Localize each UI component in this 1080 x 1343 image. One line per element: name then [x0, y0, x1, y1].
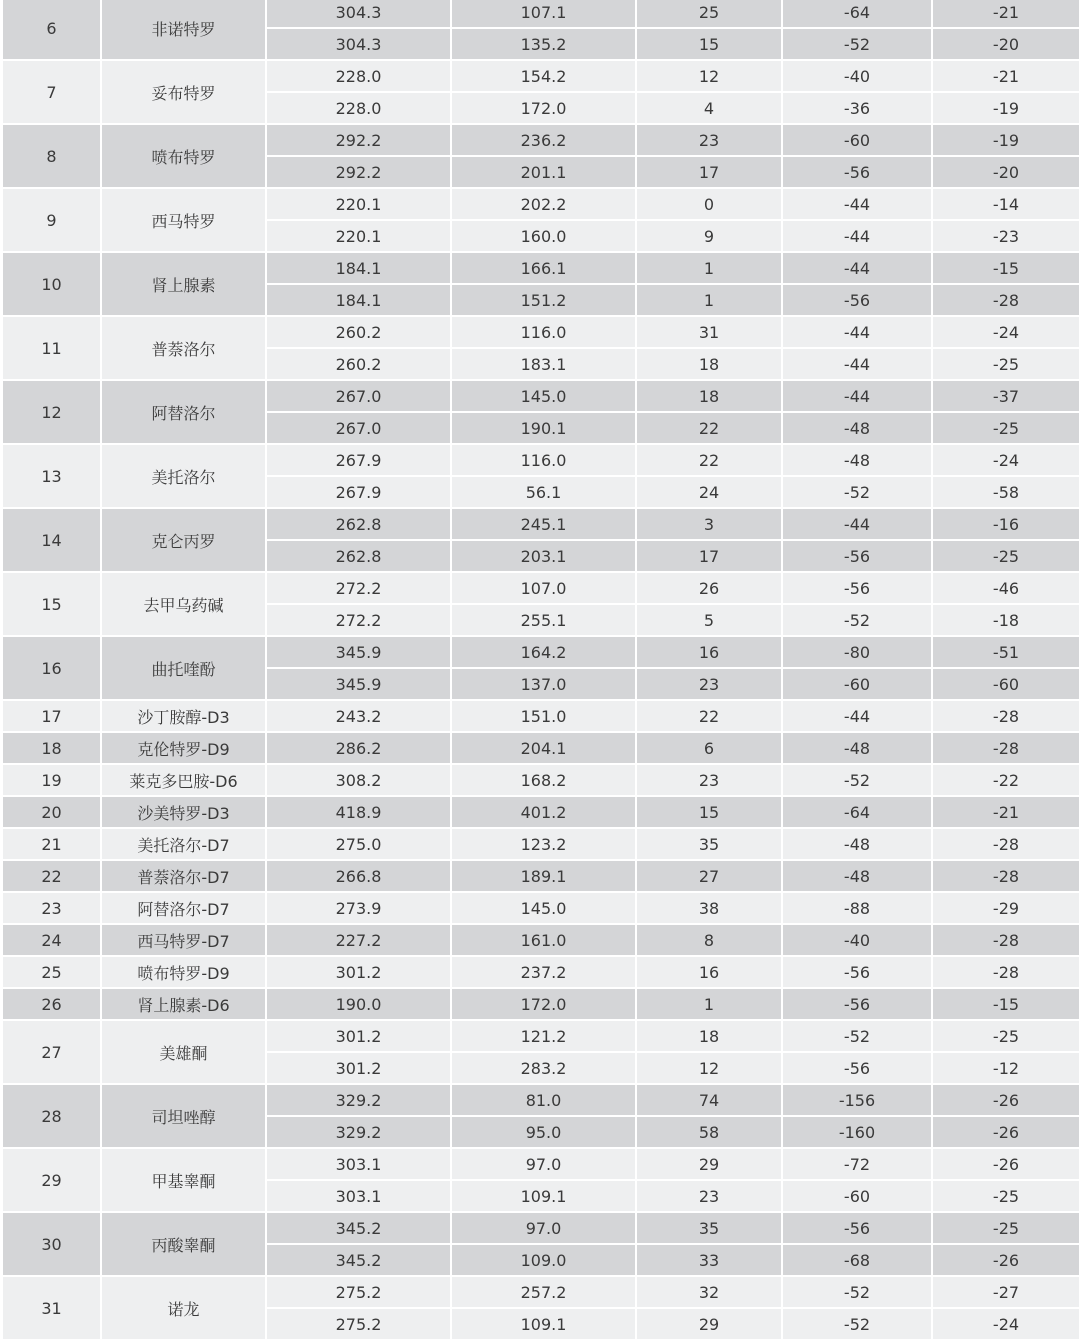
exit-potential-cell: -28 — [933, 285, 1079, 317]
compound-number-cell: 15 — [3, 573, 102, 637]
exit-potential-cell: -24 — [933, 445, 1079, 477]
compound-name-cell: 妥布特罗 — [102, 61, 267, 125]
collision-energy-cell: 0 — [637, 189, 783, 221]
exit-potential-cell: -28 — [933, 861, 1079, 893]
collision-energy-cell: 5 — [637, 605, 783, 637]
table-row — [3, 317, 1079, 349]
compound-name-cell: 诺龙 — [102, 1277, 267, 1341]
table-row — [3, 1213, 1079, 1245]
collision-energy-cell: 29 — [637, 1309, 783, 1341]
precursor-ion-cell: 304.3 — [267, 0, 452, 29]
collision-energy-cell: 22 — [637, 413, 783, 445]
exit-potential-cell: -29 — [933, 893, 1079, 925]
exit-potential-cell: -60 — [933, 669, 1079, 701]
compound-number-cell: 30 — [3, 1213, 102, 1277]
exit-potential-cell: -46 — [933, 573, 1079, 605]
collision-energy-cell: 38 — [637, 893, 783, 925]
precursor-ion-cell: 292.2 — [267, 157, 452, 189]
precursor-ion-cell: 329.2 — [267, 1117, 452, 1149]
product-ion-cell: 245.1 — [452, 509, 637, 541]
precursor-ion-cell: 418.9 — [267, 797, 452, 829]
table-row — [3, 861, 1079, 893]
collision-energy-cell: 24 — [637, 477, 783, 509]
precursor-ion-cell: 262.8 — [267, 509, 452, 541]
precursor-ion-cell: 260.2 — [267, 349, 452, 381]
precursor-ion-cell: 190.0 — [267, 989, 452, 1021]
collision-energy-cell: 1 — [637, 989, 783, 1021]
collision-energy-cell: 25 — [637, 0, 783, 29]
collision-energy-cell: 15 — [637, 29, 783, 61]
compound-number-cell: 20 — [3, 797, 102, 829]
collision-energy-cell: 33 — [637, 1245, 783, 1277]
collision-energy-cell: 23 — [637, 765, 783, 797]
precursor-ion-cell: 303.1 — [267, 1181, 452, 1213]
table-row — [3, 733, 1079, 765]
declustering-potential-cell: -52 — [783, 1021, 933, 1053]
product-ion-cell: 204.1 — [452, 733, 637, 765]
exit-potential-cell: -25 — [933, 541, 1079, 573]
precursor-ion-cell: 301.2 — [267, 957, 452, 989]
collision-energy-cell: 1 — [637, 285, 783, 317]
compound-name-cell: 阿替洛尔 — [102, 381, 267, 445]
table-row — [3, 925, 1079, 957]
precursor-ion-cell: 220.1 — [267, 189, 452, 221]
precursor-ion-cell: 301.2 — [267, 1021, 452, 1053]
compound-name-cell: 西马特罗-D7 — [102, 925, 267, 957]
precursor-ion-cell: 266.8 — [267, 861, 452, 893]
declustering-potential-cell: -156 — [783, 1085, 933, 1117]
product-ion-cell: 109.1 — [452, 1309, 637, 1341]
product-ion-cell: 109.0 — [452, 1245, 637, 1277]
compound-number-cell: 16 — [3, 637, 102, 701]
exit-potential-cell: -19 — [933, 93, 1079, 125]
exit-potential-cell: -26 — [933, 1245, 1079, 1277]
precursor-ion-cell: 272.2 — [267, 605, 452, 637]
table-row — [3, 1085, 1079, 1117]
precursor-ion-cell: 345.2 — [267, 1213, 452, 1245]
collision-energy-cell: 17 — [637, 541, 783, 573]
exit-potential-cell: -25 — [933, 1213, 1079, 1245]
product-ion-cell: 183.1 — [452, 349, 637, 381]
precursor-ion-cell: 184.1 — [267, 285, 452, 317]
compound-name-cell: 喷布特罗 — [102, 125, 267, 189]
product-ion-cell: 107.0 — [452, 573, 637, 605]
collision-energy-cell: 26 — [637, 573, 783, 605]
exit-potential-cell: -18 — [933, 605, 1079, 637]
compound-name-cell: 美托洛尔-D7 — [102, 829, 267, 861]
collision-energy-cell: 12 — [637, 61, 783, 93]
declustering-potential-cell: -60 — [783, 125, 933, 157]
product-ion-cell: 164.2 — [452, 637, 637, 669]
compound-name-cell: 莱克多巴胺-D6 — [102, 765, 267, 797]
declustering-potential-cell: -56 — [783, 285, 933, 317]
product-ion-cell: 95.0 — [452, 1117, 637, 1149]
product-ion-cell: 116.0 — [452, 317, 637, 349]
precursor-ion-cell: 227.2 — [267, 925, 452, 957]
declustering-potential-cell: -56 — [783, 573, 933, 605]
compound-number-cell: 7 — [3, 61, 102, 125]
compound-name-cell: 美托洛尔 — [102, 445, 267, 509]
compound-name-cell: 司坦唑醇 — [102, 1085, 267, 1149]
declustering-potential-cell: -60 — [783, 669, 933, 701]
exit-potential-cell: -22 — [933, 765, 1079, 797]
exit-potential-cell: -37 — [933, 381, 1079, 413]
precursor-ion-cell: 184.1 — [267, 253, 452, 285]
declustering-potential-cell: -44 — [783, 253, 933, 285]
product-ion-cell: 151.2 — [452, 285, 637, 317]
declustering-potential-cell: -48 — [783, 445, 933, 477]
compound-number-cell: 17 — [3, 701, 102, 733]
product-ion-cell: 81.0 — [452, 1085, 637, 1117]
collision-energy-cell: 18 — [637, 349, 783, 381]
declustering-potential-cell: -40 — [783, 61, 933, 93]
product-ion-cell: 56.1 — [452, 477, 637, 509]
compound-name-cell: 克仑丙罗 — [102, 509, 267, 573]
table-row — [3, 1277, 1079, 1309]
declustering-potential-cell: -52 — [783, 765, 933, 797]
exit-potential-cell: -25 — [933, 1021, 1079, 1053]
compound-name-cell: 沙丁胺醇-D3 — [102, 701, 267, 733]
table-row — [3, 989, 1079, 1021]
table-row — [3, 509, 1079, 541]
declustering-potential-cell: -80 — [783, 637, 933, 669]
precursor-ion-cell: 228.0 — [267, 93, 452, 125]
product-ion-cell: 236.2 — [452, 125, 637, 157]
product-ion-cell: 257.2 — [452, 1277, 637, 1309]
declustering-potential-cell: -44 — [783, 221, 933, 253]
product-ion-cell: 203.1 — [452, 541, 637, 573]
compound-number-cell: 26 — [3, 989, 102, 1021]
declustering-potential-cell: -52 — [783, 29, 933, 61]
declustering-potential-cell: -56 — [783, 541, 933, 573]
collision-energy-cell: 12 — [637, 1053, 783, 1085]
compound-name-cell: 西马特罗 — [102, 189, 267, 253]
compound-name-cell: 沙美特罗-D3 — [102, 797, 267, 829]
exit-potential-cell: -28 — [933, 925, 1079, 957]
product-ion-cell: 107.1 — [452, 0, 637, 29]
table-row — [3, 797, 1079, 829]
precursor-ion-cell: 292.2 — [267, 125, 452, 157]
precursor-ion-cell: 272.2 — [267, 573, 452, 605]
compound-name-cell: 肾上腺素-D6 — [102, 989, 267, 1021]
compound-number-cell: 8 — [3, 125, 102, 189]
table-row — [3, 957, 1079, 989]
exit-potential-cell: -15 — [933, 989, 1079, 1021]
product-ion-cell: 160.0 — [452, 221, 637, 253]
product-ion-cell: 166.1 — [452, 253, 637, 285]
precursor-ion-cell: 308.2 — [267, 765, 452, 797]
declustering-potential-cell: -56 — [783, 1213, 933, 1245]
product-ion-cell: 121.2 — [452, 1021, 637, 1053]
collision-energy-cell: 23 — [637, 125, 783, 157]
declustering-potential-cell: -68 — [783, 1245, 933, 1277]
product-ion-cell: 145.0 — [452, 893, 637, 925]
precursor-ion-cell: 275.0 — [267, 829, 452, 861]
collision-energy-cell: 9 — [637, 221, 783, 253]
declustering-potential-cell: -64 — [783, 797, 933, 829]
table-row — [3, 829, 1079, 861]
table-row — [3, 701, 1079, 733]
compound-number-cell: 19 — [3, 765, 102, 797]
collision-energy-cell: 74 — [637, 1085, 783, 1117]
compound-name-cell: 甲基睾酮 — [102, 1149, 267, 1213]
product-ion-cell: 237.2 — [452, 957, 637, 989]
product-ion-cell: 190.1 — [452, 413, 637, 445]
compound-name-cell: 曲托喹酚 — [102, 637, 267, 701]
table-row — [3, 61, 1079, 93]
compound-name-cell: 丙酸睾酮 — [102, 1213, 267, 1277]
collision-energy-cell: 3 — [637, 509, 783, 541]
declustering-potential-cell: -44 — [783, 189, 933, 221]
collision-energy-cell: 6 — [637, 733, 783, 765]
exit-potential-cell: -51 — [933, 637, 1079, 669]
product-ion-cell: 123.2 — [452, 829, 637, 861]
exit-potential-cell: -26 — [933, 1149, 1079, 1181]
compound-name-cell: 去甲乌药碱 — [102, 573, 267, 637]
precursor-ion-cell: 304.3 — [267, 29, 452, 61]
compound-name-cell: 普萘洛尔 — [102, 317, 267, 381]
product-ion-cell: 154.2 — [452, 61, 637, 93]
product-ion-cell: 255.1 — [452, 605, 637, 637]
exit-potential-cell: -24 — [933, 1309, 1079, 1341]
precursor-ion-cell: 267.0 — [267, 413, 452, 445]
compound-name-cell: 喷布特罗-D9 — [102, 957, 267, 989]
compound-number-cell: 6 — [3, 0, 102, 61]
exit-potential-cell: -21 — [933, 0, 1079, 29]
exit-potential-cell: -23 — [933, 221, 1079, 253]
collision-energy-cell: 29 — [637, 1149, 783, 1181]
product-ion-cell: 283.2 — [452, 1053, 637, 1085]
declustering-potential-cell: -44 — [783, 701, 933, 733]
exit-potential-cell: -28 — [933, 829, 1079, 861]
compound-name-cell: 非诺特罗 — [102, 0, 267, 61]
product-ion-cell: 201.1 — [452, 157, 637, 189]
declustering-potential-cell: -56 — [783, 1053, 933, 1085]
precursor-ion-cell: 275.2 — [267, 1277, 452, 1309]
precursor-ion-cell: 267.9 — [267, 477, 452, 509]
compound-name-cell: 肾上腺素 — [102, 253, 267, 317]
exit-potential-cell: -28 — [933, 733, 1079, 765]
collision-energy-cell: 17 — [637, 157, 783, 189]
declustering-potential-cell: -48 — [783, 733, 933, 765]
compound-number-cell: 23 — [3, 893, 102, 925]
collision-energy-cell: 15 — [637, 797, 783, 829]
declustering-potential-cell: -48 — [783, 861, 933, 893]
declustering-potential-cell: -48 — [783, 413, 933, 445]
exit-potential-cell: -28 — [933, 701, 1079, 733]
compound-number-cell: 18 — [3, 733, 102, 765]
compound-name-cell: 克伦特罗-D9 — [102, 733, 267, 765]
precursor-ion-cell: 273.9 — [267, 893, 452, 925]
exit-potential-cell: -25 — [933, 1181, 1079, 1213]
declustering-potential-cell: -56 — [783, 957, 933, 989]
collision-energy-cell: 31 — [637, 317, 783, 349]
collision-energy-cell: 23 — [637, 1181, 783, 1213]
precursor-ion-cell: 345.9 — [267, 669, 452, 701]
declustering-potential-cell: -44 — [783, 509, 933, 541]
product-ion-cell: 168.2 — [452, 765, 637, 797]
compound-number-cell: 31 — [3, 1277, 102, 1341]
exit-potential-cell: -25 — [933, 413, 1079, 445]
product-ion-cell: 145.0 — [452, 381, 637, 413]
exit-potential-cell: -58 — [933, 477, 1079, 509]
declustering-potential-cell: -72 — [783, 1149, 933, 1181]
compound-number-cell: 11 — [3, 317, 102, 381]
product-ion-cell: 172.0 — [452, 989, 637, 1021]
declustering-potential-cell: -52 — [783, 605, 933, 637]
table-body — [3, 0, 1079, 1341]
collision-energy-cell: 16 — [637, 637, 783, 669]
precursor-ion-cell: 345.9 — [267, 637, 452, 669]
collision-energy-cell: 22 — [637, 445, 783, 477]
exit-potential-cell: -28 — [933, 957, 1079, 989]
collision-energy-cell: 27 — [637, 861, 783, 893]
declustering-potential-cell: -44 — [783, 317, 933, 349]
precursor-ion-cell: 345.2 — [267, 1245, 452, 1277]
precursor-ion-cell: 329.2 — [267, 1085, 452, 1117]
compound-name-cell: 普萘洛尔-D7 — [102, 861, 267, 893]
table-row — [3, 253, 1079, 285]
compound-number-cell: 22 — [3, 861, 102, 893]
product-ion-cell: 97.0 — [452, 1149, 637, 1181]
compound-name-cell: 美雄酮 — [102, 1021, 267, 1085]
collision-energy-cell: 8 — [637, 925, 783, 957]
product-ion-cell: 109.1 — [452, 1181, 637, 1213]
product-ion-cell: 116.0 — [452, 445, 637, 477]
table-row — [3, 0, 1079, 29]
precursor-ion-cell: 275.2 — [267, 1309, 452, 1341]
declustering-potential-cell: -88 — [783, 893, 933, 925]
exit-potential-cell: -20 — [933, 157, 1079, 189]
declustering-potential-cell: -64 — [783, 0, 933, 29]
exit-potential-cell: -26 — [933, 1085, 1079, 1117]
table-row — [3, 125, 1079, 157]
declustering-potential-cell: -52 — [783, 1309, 933, 1341]
declustering-potential-cell: -48 — [783, 829, 933, 861]
table-row — [3, 381, 1079, 413]
compound-number-cell: 28 — [3, 1085, 102, 1149]
compound-number-cell: 24 — [3, 925, 102, 957]
table-row — [3, 637, 1079, 669]
collision-energy-cell: 18 — [637, 1021, 783, 1053]
product-ion-cell: 97.0 — [452, 1213, 637, 1245]
precursor-ion-cell: 301.2 — [267, 1053, 452, 1085]
product-ion-cell: 151.0 — [452, 701, 637, 733]
declustering-potential-cell: -52 — [783, 477, 933, 509]
collision-energy-cell: 35 — [637, 1213, 783, 1245]
product-ion-cell: 137.0 — [452, 669, 637, 701]
exit-potential-cell: -21 — [933, 797, 1079, 829]
product-ion-cell: 189.1 — [452, 861, 637, 893]
exit-potential-cell: -15 — [933, 253, 1079, 285]
collision-energy-cell: 18 — [637, 381, 783, 413]
exit-potential-cell: -25 — [933, 349, 1079, 381]
table-row — [3, 445, 1079, 477]
collision-energy-cell: 1 — [637, 253, 783, 285]
compound-number-cell: 29 — [3, 1149, 102, 1213]
exit-potential-cell: -27 — [933, 1277, 1079, 1309]
exit-potential-cell: -19 — [933, 125, 1079, 157]
precursor-ion-cell: 267.0 — [267, 381, 452, 413]
collision-energy-cell: 22 — [637, 701, 783, 733]
table-row — [3, 893, 1079, 925]
table-row — [3, 1149, 1079, 1181]
collision-energy-cell: 35 — [637, 829, 783, 861]
product-ion-cell: 172.0 — [452, 93, 637, 125]
exit-potential-cell: -14 — [933, 189, 1079, 221]
precursor-ion-cell: 220.1 — [267, 221, 452, 253]
compound-number-cell: 27 — [3, 1021, 102, 1085]
declustering-potential-cell: -56 — [783, 157, 933, 189]
compound-number-cell: 9 — [3, 189, 102, 253]
precursor-ion-cell: 267.9 — [267, 445, 452, 477]
product-ion-cell: 202.2 — [452, 189, 637, 221]
compound-parameter-table — [3, 0, 1079, 1341]
product-ion-cell: 161.0 — [452, 925, 637, 957]
declustering-potential-cell: -160 — [783, 1117, 933, 1149]
exit-potential-cell: -26 — [933, 1117, 1079, 1149]
exit-potential-cell: -24 — [933, 317, 1079, 349]
precursor-ion-cell: 286.2 — [267, 733, 452, 765]
compound-number-cell: 25 — [3, 957, 102, 989]
precursor-ion-cell: 228.0 — [267, 61, 452, 93]
compound-name-cell: 阿替洛尔-D7 — [102, 893, 267, 925]
table-row — [3, 573, 1079, 605]
declustering-potential-cell: -36 — [783, 93, 933, 125]
collision-energy-cell: 4 — [637, 93, 783, 125]
table-row — [3, 1021, 1079, 1053]
compound-number-cell: 21 — [3, 829, 102, 861]
exit-potential-cell: -21 — [933, 61, 1079, 93]
declustering-potential-cell: -60 — [783, 1181, 933, 1213]
collision-energy-cell: 16 — [637, 957, 783, 989]
exit-potential-cell: -20 — [933, 29, 1079, 61]
precursor-ion-cell: 262.8 — [267, 541, 452, 573]
precursor-ion-cell: 243.2 — [267, 701, 452, 733]
compound-number-cell: 14 — [3, 509, 102, 573]
precursor-ion-cell: 303.1 — [267, 1149, 452, 1181]
table-row — [3, 189, 1079, 221]
compound-number-cell: 12 — [3, 381, 102, 445]
compound-number-cell: 13 — [3, 445, 102, 509]
collision-energy-cell: 23 — [637, 669, 783, 701]
declustering-potential-cell: -44 — [783, 349, 933, 381]
exit-potential-cell: -12 — [933, 1053, 1079, 1085]
table-row — [3, 765, 1079, 797]
declustering-potential-cell: -52 — [783, 1277, 933, 1309]
product-ion-cell: 401.2 — [452, 797, 637, 829]
declustering-potential-cell: -56 — [783, 989, 933, 1021]
compound-number-cell: 10 — [3, 253, 102, 317]
exit-potential-cell: -16 — [933, 509, 1079, 541]
collision-energy-cell: 32 — [637, 1277, 783, 1309]
product-ion-cell: 135.2 — [452, 29, 637, 61]
collision-energy-cell: 58 — [637, 1117, 783, 1149]
declustering-potential-cell: -40 — [783, 925, 933, 957]
precursor-ion-cell: 260.2 — [267, 317, 452, 349]
declustering-potential-cell: -44 — [783, 381, 933, 413]
